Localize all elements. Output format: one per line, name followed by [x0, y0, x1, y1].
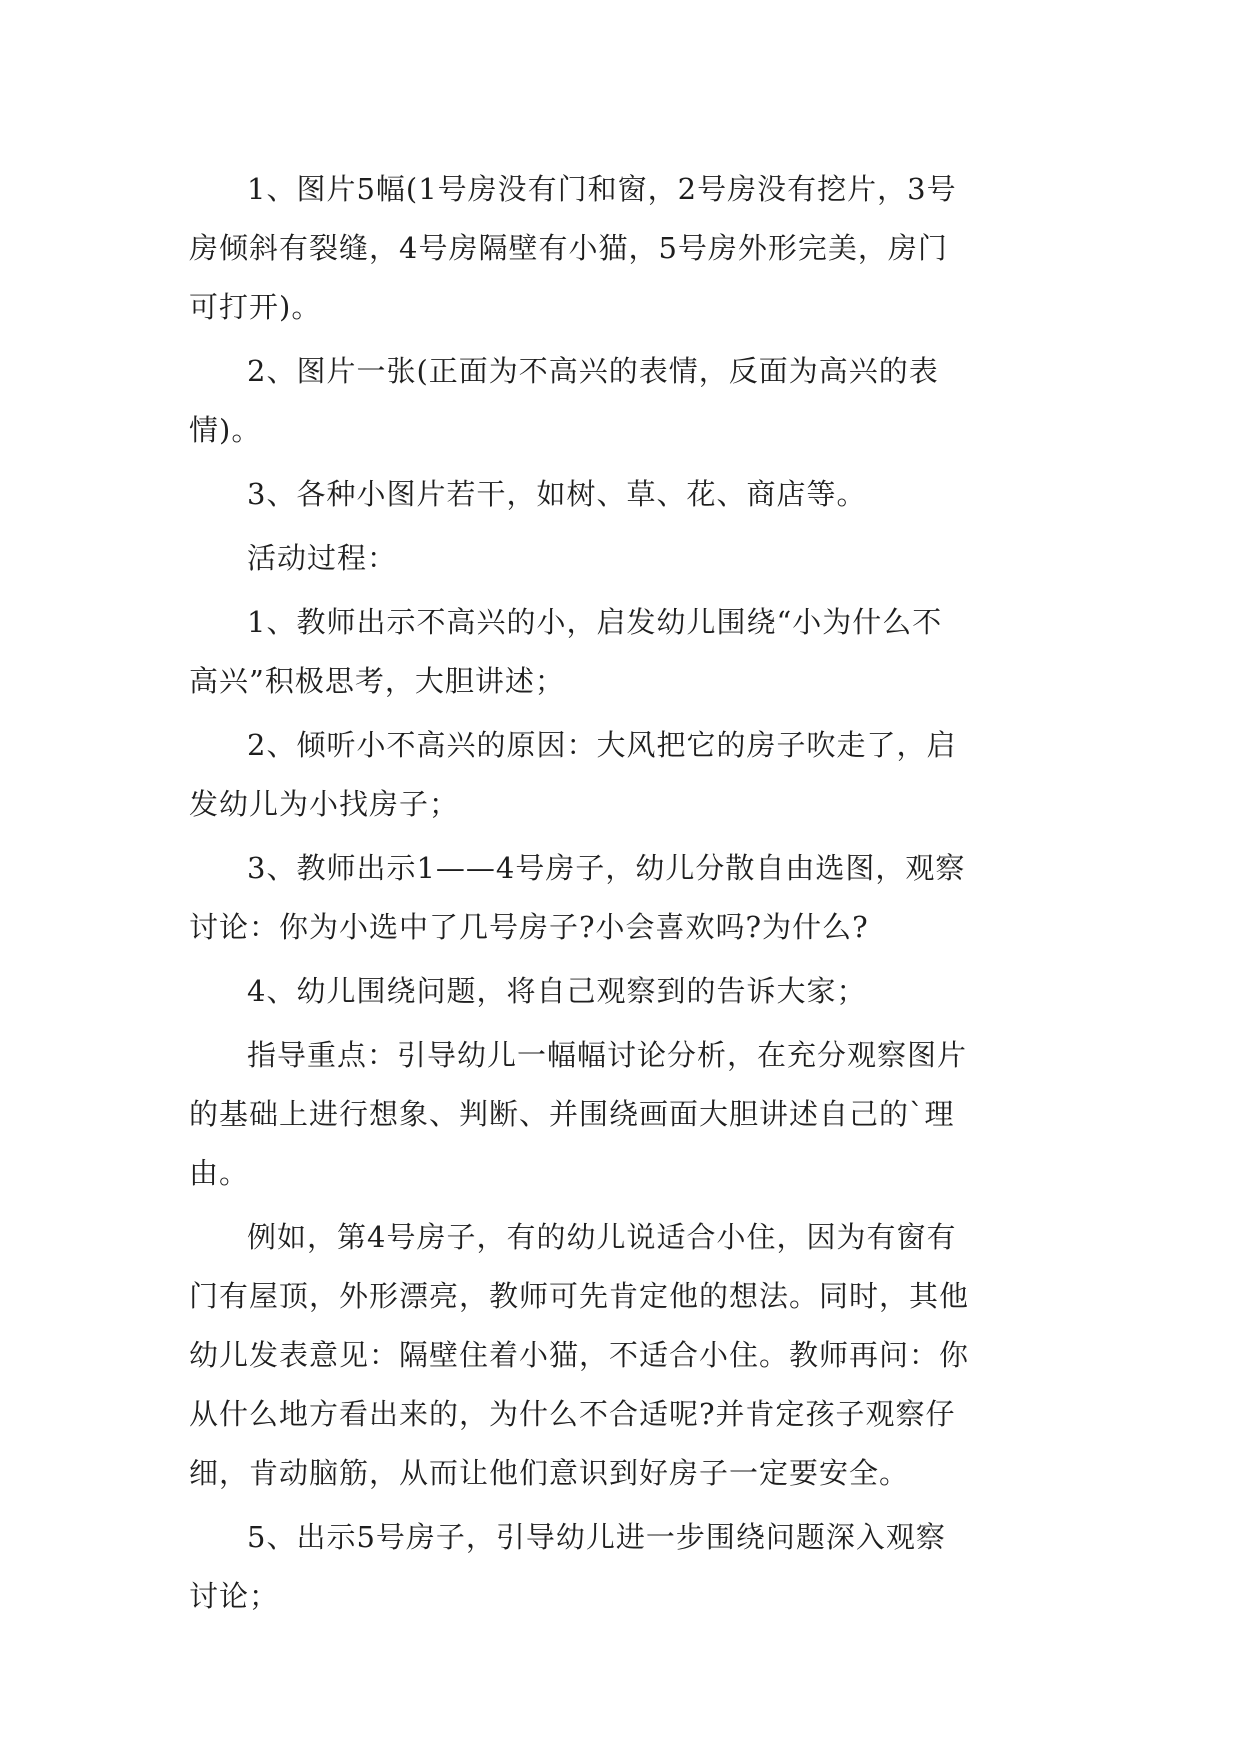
text-line: 幼儿发表意见：隔壁住着小猫，不适合小住。教师再问：你: [189, 1338, 970, 1372]
text-line: 指导重点：引导幼儿一幅幅讨论分析，在充分观察图片: [247, 1038, 968, 1072]
text-line: 1、图片5幅(1号房没有门和窗，2号房没有挖片，3号: [247, 172, 957, 206]
text-line: 5、出示5号房子，引导幼儿进一步围绕问题深入观察: [247, 1520, 946, 1554]
text-line: 的基础上进行想象、判断、并围绕画面大胆讲述自己的`理: [189, 1097, 955, 1131]
text-line: 例如，第4号房子，有的幼儿说适合小住，因为有窗有: [247, 1220, 957, 1254]
paragraph-materials-3: [189, 465, 1055, 524]
text-line: 细，肯动脑筋，从而让他们意识到好房子一定要安全。: [189, 1456, 910, 1490]
paragraph-step-5: [189, 1508, 1055, 1626]
text-line: 1、教师出示不高兴的小，启发幼儿围绕“小为什么不: [247, 605, 943, 639]
text-line: 讨论：你为小选中了几号房子?小会喜欢吗?为什么?: [189, 910, 869, 944]
text-line: 高兴”积极思考，大胆讲述；: [189, 664, 565, 698]
text-line: 由。: [189, 1156, 250, 1190]
paragraph-step-2: [189, 716, 1055, 834]
paragraph-step-3: [189, 839, 1055, 957]
text-line: 从什么地方看出来的，为什么不合适呢?并肯定孩子观察仔: [189, 1397, 956, 1431]
text-line: 情)。: [189, 413, 262, 447]
paragraph-step-4: [189, 962, 1055, 1021]
text-line: 讨论；: [189, 1579, 280, 1613]
paragraph-example: [189, 1208, 1055, 1503]
paragraph-guidance-focus: [189, 1026, 1055, 1203]
text-line: 房倾斜有裂缝，4号房隔壁有小猫，5号房外形完美，房门: [189, 231, 948, 265]
document-body: [189, 160, 1055, 1626]
text-line: 可打开)。: [189, 290, 322, 324]
paragraph-step-1: [189, 593, 1055, 711]
text-line: 3、教师出示1——4号房子，幼儿分散自由选图，观察: [247, 851, 966, 885]
text-line: 3、各种小图片若干，如树、草、花、商店等。: [247, 477, 867, 511]
text-line: 2、倾听小不高兴的原因：大风把它的房子吹走了，启: [247, 728, 957, 762]
section-heading-activity-process: [189, 529, 1055, 588]
text-line: 活动过程：: [247, 541, 398, 575]
text-line: 4、幼儿围绕问题，将自己观察到的告诉大家；: [247, 974, 867, 1008]
text-line: 发幼儿为小找房子；: [189, 787, 460, 821]
text-line: 门有屋顶，外形漂亮，教师可先肯定他的想法。同时，其他: [189, 1279, 970, 1313]
paragraph-materials-2: [189, 342, 1055, 460]
text-line: 2、图片一张(正面为不高兴的表情，反面为高兴的表: [247, 354, 939, 388]
paragraph-materials-1: [189, 160, 1055, 337]
